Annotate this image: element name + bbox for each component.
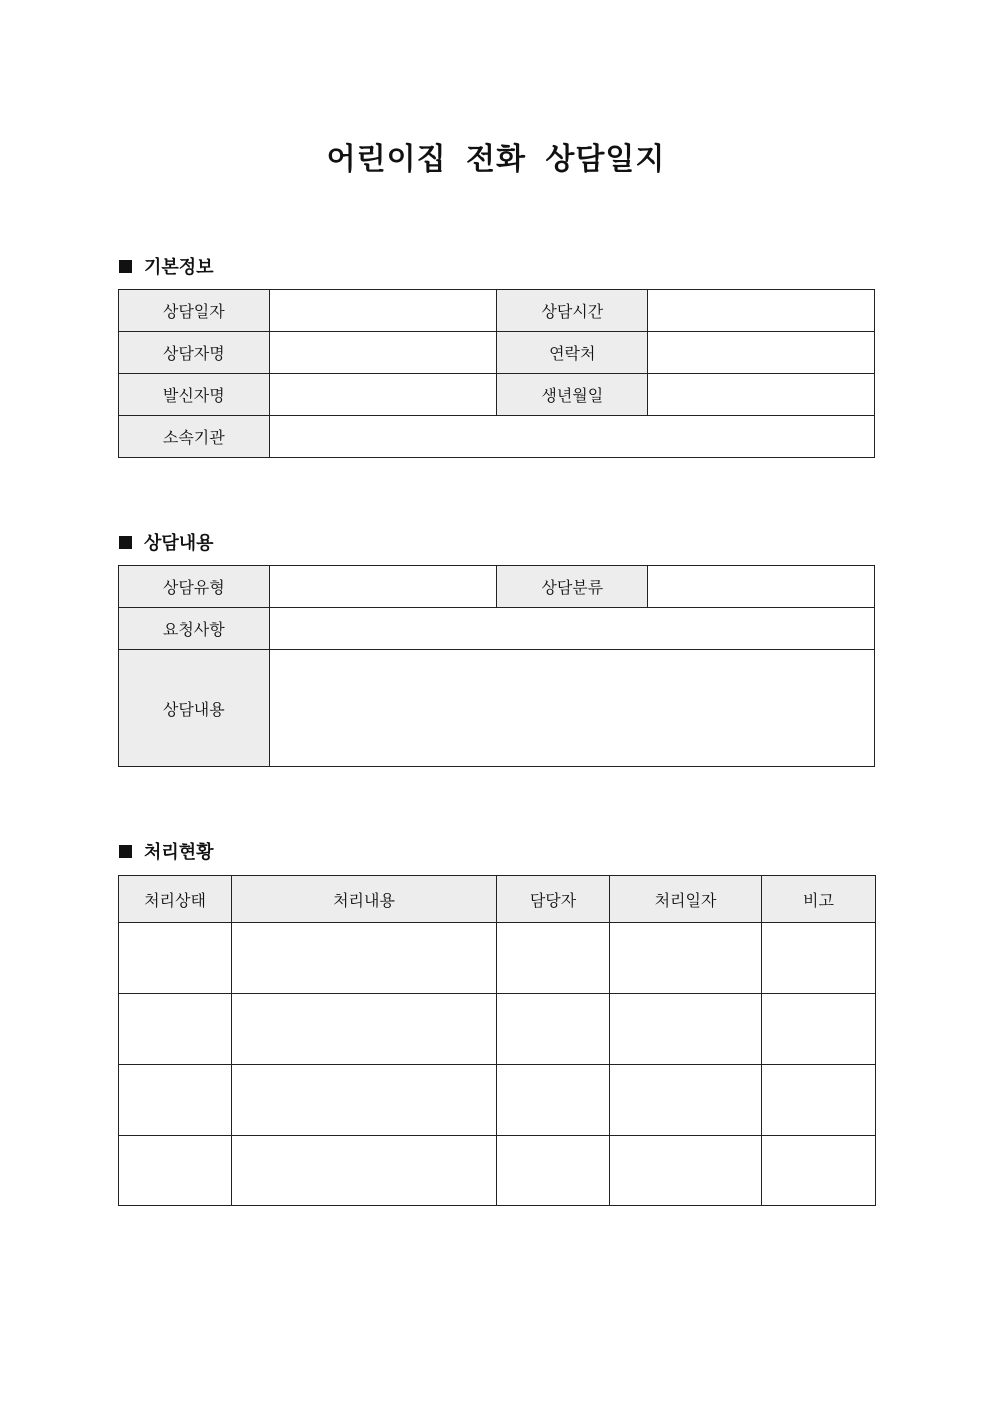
note-cell[interactable] bbox=[762, 923, 876, 994]
section-heading-process bbox=[119, 838, 214, 864]
section-heading-label: 기본정보 bbox=[144, 257, 214, 278]
date-cell[interactable] bbox=[610, 923, 762, 994]
content-cell[interactable] bbox=[232, 1065, 497, 1136]
contact-label: 연락처 bbox=[497, 332, 648, 374]
column-header: 처리상태 bbox=[119, 876, 232, 923]
date-cell[interactable] bbox=[610, 1136, 762, 1206]
consult-category-field[interactable] bbox=[648, 566, 875, 608]
process-table bbox=[118, 875, 876, 1206]
status-cell[interactable] bbox=[119, 1065, 232, 1136]
caller-name-label: 발신자명 bbox=[119, 374, 270, 416]
square-bullet-icon bbox=[119, 536, 132, 549]
affiliation-field[interactable] bbox=[269, 416, 874, 458]
table-row bbox=[119, 923, 876, 994]
consult-type-label: 상담유형 bbox=[119, 566, 270, 608]
square-bullet-icon bbox=[119, 845, 132, 858]
content-cell[interactable] bbox=[232, 923, 497, 994]
status-cell[interactable] bbox=[119, 923, 232, 994]
birthdate-field[interactable] bbox=[648, 374, 875, 416]
assignee-cell[interactable] bbox=[497, 1065, 610, 1136]
consult-table bbox=[118, 565, 875, 767]
page-title: 어린이집 전화 상담일지 bbox=[326, 142, 666, 177]
birthdate-label: 생년월일 bbox=[497, 374, 648, 416]
affiliation-label: 소속기관 bbox=[119, 416, 270, 458]
counselor-name-label: 상담자명 bbox=[119, 332, 270, 374]
consult-content-label: 상담내용 bbox=[119, 650, 270, 767]
note-cell[interactable] bbox=[762, 1136, 876, 1206]
assignee-cell[interactable] bbox=[497, 994, 610, 1065]
section-heading-basic-info bbox=[119, 253, 214, 279]
consult-category-label: 상담분류 bbox=[497, 566, 648, 608]
consult-type-field[interactable] bbox=[269, 566, 497, 608]
basic-info-table bbox=[118, 289, 875, 458]
caller-name-field[interactable] bbox=[269, 374, 497, 416]
table-row bbox=[119, 374, 875, 416]
table-row bbox=[119, 994, 876, 1065]
counselor-name-field[interactable] bbox=[269, 332, 497, 374]
column-header: 처리일자 bbox=[610, 876, 762, 923]
table-row bbox=[119, 290, 875, 332]
section-heading-label: 상담내용 bbox=[144, 533, 214, 554]
table-row bbox=[119, 566, 875, 608]
status-cell[interactable] bbox=[119, 1136, 232, 1206]
date-cell[interactable] bbox=[610, 994, 762, 1065]
consult-content-field[interactable] bbox=[269, 650, 874, 767]
request-label: 요청사항 bbox=[119, 608, 270, 650]
table-row bbox=[119, 1065, 876, 1136]
consult-time-field[interactable] bbox=[648, 290, 875, 332]
section-heading-label: 처리현황 bbox=[144, 842, 214, 863]
note-cell[interactable] bbox=[762, 994, 876, 1065]
contact-field[interactable] bbox=[648, 332, 875, 374]
assignee-cell[interactable] bbox=[497, 1136, 610, 1206]
table-row bbox=[119, 416, 875, 458]
content-cell[interactable] bbox=[232, 1136, 497, 1206]
column-header: 처리내용 bbox=[232, 876, 497, 923]
date-cell[interactable] bbox=[610, 1065, 762, 1136]
consult-date-field[interactable] bbox=[269, 290, 497, 332]
content-cell[interactable] bbox=[232, 994, 497, 1065]
request-field[interactable] bbox=[269, 608, 874, 650]
column-header: 비고 bbox=[762, 876, 876, 923]
table-row bbox=[119, 608, 875, 650]
consult-date-label: 상담일자 bbox=[119, 290, 270, 332]
table-row bbox=[119, 332, 875, 374]
square-bullet-icon bbox=[119, 260, 132, 273]
consult-time-label: 상담시간 bbox=[497, 290, 648, 332]
table-header-row bbox=[119, 876, 876, 923]
column-header: 담당자 bbox=[497, 876, 610, 923]
section-heading-consult bbox=[119, 529, 214, 555]
table-row bbox=[119, 1136, 876, 1206]
status-cell[interactable] bbox=[119, 994, 232, 1065]
assignee-cell[interactable] bbox=[497, 923, 610, 994]
note-cell[interactable] bbox=[762, 1065, 876, 1136]
table-row bbox=[119, 650, 875, 767]
